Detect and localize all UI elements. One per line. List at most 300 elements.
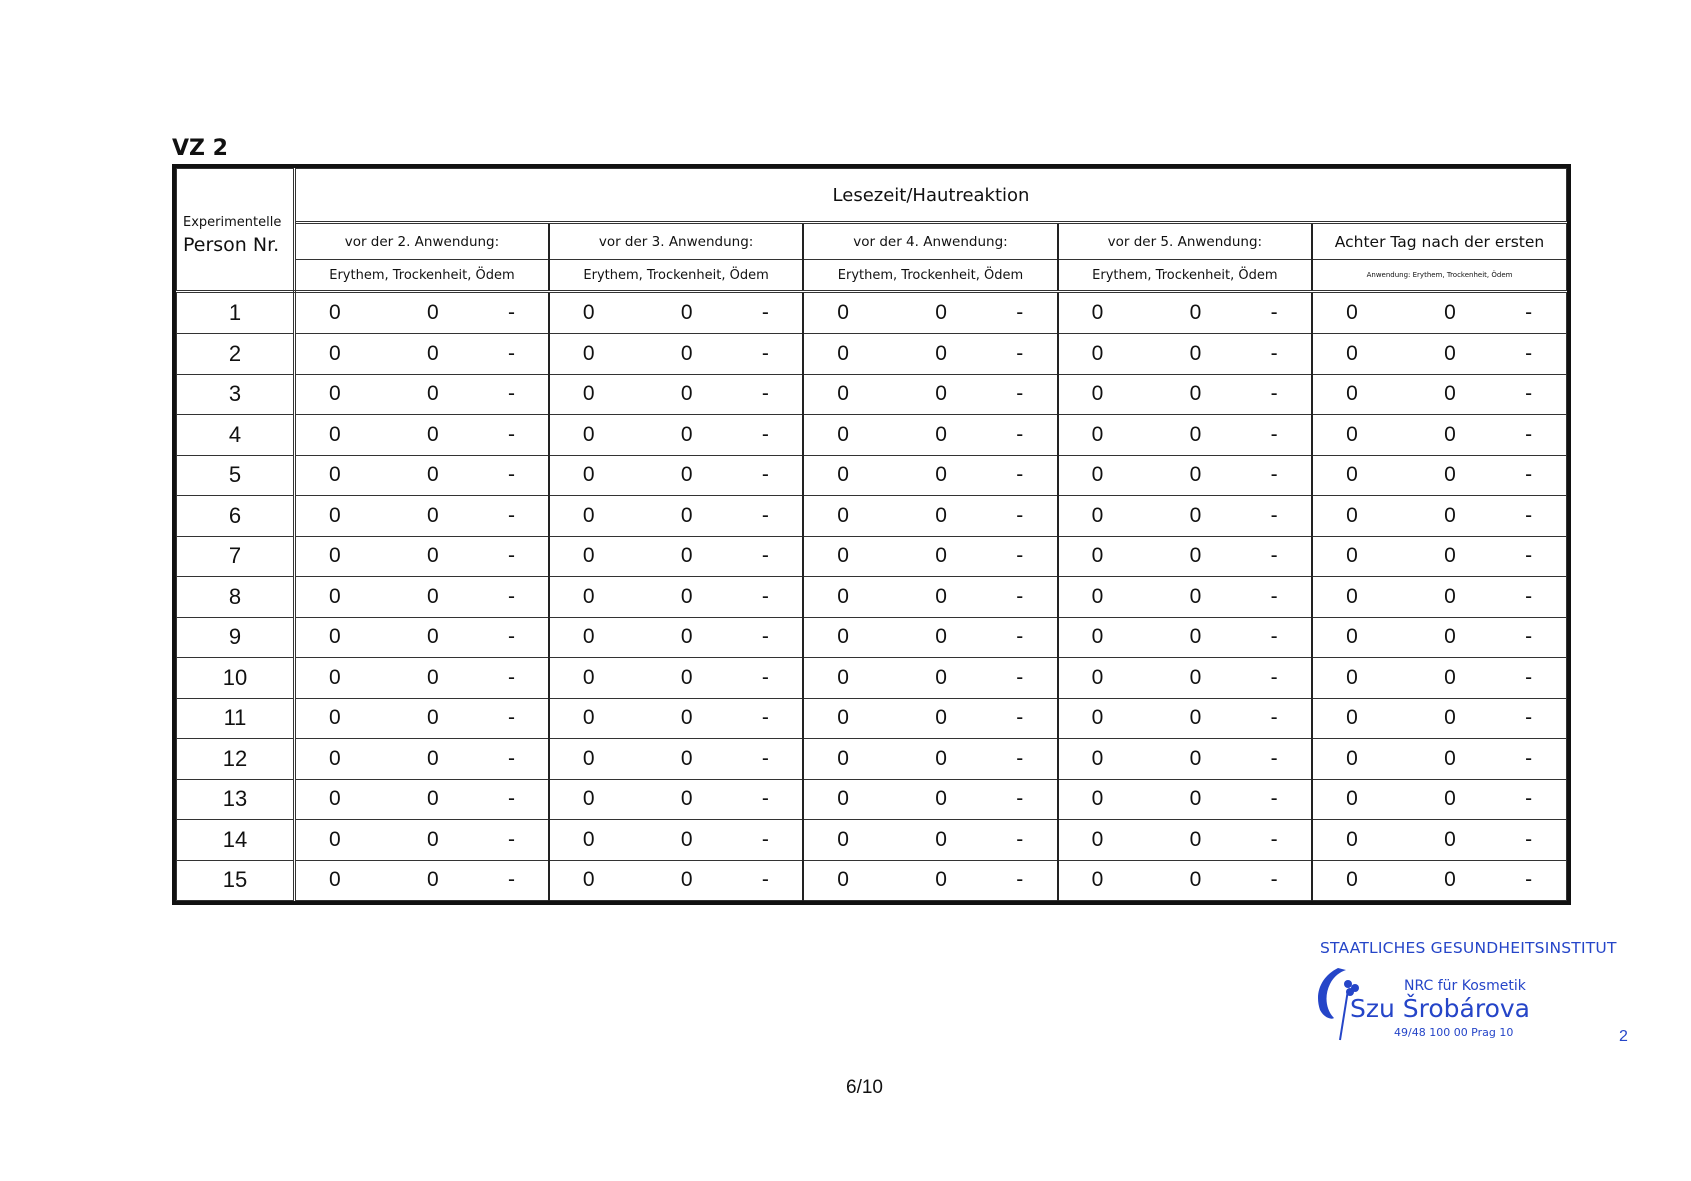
table-row (177, 455, 1567, 496)
trockenheit-value: 0 (935, 625, 947, 649)
table-body (177, 292, 1567, 901)
erythem-value: 0 (582, 787, 595, 811)
erythem-value: 0 (582, 584, 595, 608)
reaction-cell (1058, 698, 1312, 739)
trockenheit-value: 0 (1189, 463, 1202, 487)
trockenheit-value: 0 (935, 382, 947, 406)
reaction-cell (1058, 334, 1312, 375)
trockenheit-value: 0 (427, 341, 439, 365)
reaction-cell (295, 698, 549, 739)
erythem-value: 0 (329, 301, 341, 324)
reaction-cell (803, 779, 1057, 820)
reaction-cell (1312, 292, 1566, 334)
reaction-cell (1312, 658, 1566, 699)
reaction-cell (295, 334, 549, 375)
oedem-value: - (508, 868, 515, 892)
oedem-value: - (1016, 301, 1024, 324)
oedem-value: - (761, 544, 769, 568)
stamp-department: NRC für Kosmetik (1404, 978, 1526, 994)
erythem-value: 0 (1091, 503, 1104, 527)
reaction-cell (803, 334, 1057, 375)
trockenheit-value: 0 (1189, 868, 1202, 892)
group-subtitle-row (177, 260, 1567, 292)
trockenheit-value: 0 (680, 341, 693, 365)
trockenheit-value: 0 (935, 301, 947, 324)
oedem-value: - (761, 827, 769, 851)
oedem-value: - (1270, 787, 1278, 811)
oedem-value: - (761, 503, 769, 527)
erythem-value: 0 (1091, 787, 1104, 811)
erythem-value: 0 (1346, 544, 1358, 568)
oedem-value: - (1525, 422, 1533, 446)
erythem-value: 0 (582, 665, 595, 689)
reaction-cell (1058, 739, 1312, 780)
stamp-name: Szu Šrobárova (1350, 994, 1531, 1023)
oedem-value: - (1016, 746, 1024, 770)
oedem-value: - (508, 544, 515, 568)
erythem-value: 0 (582, 868, 595, 892)
reaction-cell (1058, 577, 1312, 618)
oedem-value: - (1525, 665, 1533, 689)
trockenheit-value: 0 (935, 787, 947, 811)
erythem-value: 0 (1091, 827, 1104, 851)
erythem-value: 0 (329, 584, 341, 608)
trockenheit-value: 0 (1444, 463, 1456, 487)
table-row (177, 577, 1567, 618)
oedem-value: - (1270, 422, 1278, 446)
erythem-value: 0 (837, 827, 849, 851)
reaction-cell (1058, 820, 1312, 861)
reaction-cell (1058, 455, 1312, 496)
person-number: 13 (177, 779, 295, 820)
erythem-value: 0 (582, 341, 595, 365)
oedem-value: - (1016, 422, 1024, 446)
erythem-value: 0 (1346, 868, 1358, 892)
table-row (177, 617, 1567, 658)
reaction-cell (295, 496, 549, 537)
person-number: 12 (177, 739, 295, 780)
erythem-value: 0 (582, 301, 595, 324)
section-label: VZ 2 (172, 136, 228, 161)
reaction-cell (549, 617, 803, 658)
trockenheit-value: 0 (1189, 341, 1202, 365)
reaction-cell (549, 536, 803, 577)
oedem-value: - (1016, 341, 1024, 365)
trockenheit-value: 0 (680, 382, 693, 406)
group-subtitle: Erythem, Trockenheit, Ödem (803, 260, 1057, 292)
trockenheit-value: 0 (680, 746, 693, 770)
institute-stamp (1312, 962, 1542, 1042)
group-subtitle: Erythem, Trockenheit, Ödem (1058, 260, 1312, 292)
trockenheit-value: 0 (1444, 706, 1456, 730)
person-number: 15 (177, 860, 295, 901)
trockenheit-value: 0 (1444, 301, 1456, 324)
oedem-value: - (1270, 301, 1278, 324)
erythem-value: 0 (1091, 584, 1104, 608)
oedem-value: - (1270, 746, 1278, 770)
reaction-cell (295, 577, 549, 618)
reaction-cell (1058, 779, 1312, 820)
erythem-value: 0 (1346, 422, 1358, 446)
reaction-cell (295, 415, 549, 456)
oedem-value: - (761, 706, 769, 730)
erythem-value: 0 (1346, 625, 1358, 649)
reaction-cell (295, 779, 549, 820)
trockenheit-value: 0 (680, 463, 693, 487)
erythem-value: 0 (837, 584, 849, 608)
oedem-value: - (761, 382, 769, 406)
reaction-cell (549, 820, 803, 861)
erythem-value: 0 (329, 463, 341, 487)
person-number: 5 (177, 455, 295, 496)
oedem-value: - (761, 584, 769, 608)
reaction-cell (1312, 536, 1566, 577)
reaction-cell (1312, 779, 1566, 820)
trockenheit-value: 0 (427, 422, 439, 446)
trockenheit-value: 0 (1444, 625, 1456, 649)
table-row (177, 292, 1567, 334)
reaction-cell (295, 658, 549, 699)
person-number: 9 (177, 617, 295, 658)
trockenheit-value: 0 (1444, 746, 1456, 770)
trockenheit-value: 0 (680, 584, 693, 608)
table-row (177, 536, 1567, 577)
trockenheit-value: 0 (1189, 625, 1202, 649)
trockenheit-value: 0 (680, 827, 693, 851)
person-number: 11 (177, 698, 295, 739)
trockenheit-value: 0 (1189, 665, 1202, 689)
oedem-value: - (1525, 827, 1533, 851)
oedem-value: - (1016, 463, 1024, 487)
reaction-cell (803, 577, 1057, 618)
oedem-value: - (508, 382, 515, 406)
trockenheit-value: 0 (935, 827, 947, 851)
reaction-cell (803, 455, 1057, 496)
trockenheit-value: 0 (680, 868, 693, 892)
oedem-value: - (1016, 787, 1024, 811)
erythem-value: 0 (1346, 746, 1358, 770)
trockenheit-value: 0 (1189, 706, 1202, 730)
erythem-value: 0 (1091, 382, 1104, 406)
group-title: Achter Tag nach der ersten (1312, 223, 1566, 260)
oedem-value: - (1525, 301, 1533, 324)
reaction-cell (803, 496, 1057, 537)
table-row (177, 496, 1567, 537)
oedem-value: - (1525, 787, 1533, 811)
trockenheit-value: 0 (935, 584, 947, 608)
oedem-value: - (761, 422, 769, 446)
erythem-value: 0 (837, 665, 849, 689)
erythem-value: 0 (837, 382, 849, 406)
trockenheit-value: 0 (1189, 382, 1202, 406)
reaction-cell (1058, 292, 1312, 334)
reaction-cell (803, 860, 1057, 901)
trockenheit-value: 0 (935, 544, 947, 568)
erythem-value: 0 (582, 463, 595, 487)
erythem-value: 0 (837, 301, 849, 324)
oedem-value: - (1525, 341, 1533, 365)
group-title: vor der 3. Anwendung: (549, 223, 803, 260)
reaction-cell (295, 860, 549, 901)
oedem-value: - (1525, 625, 1533, 649)
oedem-value: - (508, 584, 515, 608)
oedem-value: - (508, 503, 515, 527)
group-subtitle: Erythem, Trockenheit, Ödem (295, 260, 549, 292)
reaction-cell (1312, 698, 1566, 739)
oedem-value: - (508, 341, 515, 365)
trockenheit-value: 0 (427, 665, 439, 689)
group-title: vor der 5. Anwendung: (1058, 223, 1312, 260)
oedem-value: - (1525, 868, 1533, 892)
trockenheit-value: 0 (680, 503, 693, 527)
trockenheit-value: 0 (680, 787, 693, 811)
reaction-cell (295, 374, 549, 415)
trockenheit-value: 0 (1444, 503, 1456, 527)
erythem-value: 0 (837, 422, 849, 446)
person-number: 8 (177, 577, 295, 618)
oedem-value: - (761, 341, 769, 365)
erythem-value: 0 (837, 868, 849, 892)
oedem-value: - (1016, 625, 1024, 649)
person-number: 3 (177, 374, 295, 415)
trockenheit-value: 0 (1189, 422, 1202, 446)
reaction-cell (1312, 860, 1566, 901)
reaction-cell (803, 415, 1057, 456)
oedem-value: - (508, 706, 515, 730)
erythem-value: 0 (582, 422, 595, 446)
reaction-cell (803, 658, 1057, 699)
trockenheit-value: 0 (1189, 584, 1202, 608)
erythem-value: 0 (582, 746, 595, 770)
table-row (177, 820, 1567, 861)
trockenheit-value: 0 (427, 503, 439, 527)
reaction-cell (1058, 496, 1312, 537)
reaction-cell (1058, 415, 1312, 456)
reaction-cell (549, 739, 803, 780)
oedem-value: - (1270, 868, 1278, 892)
reaction-cell (1058, 374, 1312, 415)
reaction-cell (549, 374, 803, 415)
erythem-value: 0 (1091, 301, 1104, 324)
trockenheit-value: 0 (935, 422, 947, 446)
erythem-value: 0 (1346, 827, 1358, 851)
erythem-value: 0 (1091, 341, 1104, 365)
reaction-cell (549, 455, 803, 496)
reaction-cell (803, 739, 1057, 780)
oedem-value: - (508, 422, 515, 446)
erythem-value: 0 (329, 868, 341, 892)
oedem-value: - (1016, 544, 1024, 568)
trockenheit-value: 0 (680, 665, 693, 689)
oedem-value: - (1270, 463, 1278, 487)
table-row (177, 860, 1567, 901)
results-table (176, 168, 1567, 901)
erythem-value: 0 (837, 463, 849, 487)
reaction-cell (1312, 577, 1566, 618)
erythem-value: 0 (837, 746, 849, 770)
results-table-frame (172, 164, 1571, 905)
oedem-value: - (1525, 382, 1533, 406)
oedem-value: - (1016, 382, 1024, 406)
erythem-value: 0 (329, 341, 341, 365)
erythem-value: 0 (1091, 665, 1104, 689)
oedem-value: - (508, 625, 515, 649)
oedem-value: - (1270, 665, 1278, 689)
reaction-cell (803, 292, 1057, 334)
reaction-cell (549, 779, 803, 820)
institute-name: STAATLICHES GESUNDHEITSINSTITUT (1320, 939, 1617, 957)
person-number: 2 (177, 334, 295, 375)
erythem-value: 0 (329, 422, 341, 446)
trockenheit-value: 0 (935, 706, 947, 730)
oedem-value: - (1016, 584, 1024, 608)
trockenheit-value: 0 (1444, 665, 1456, 689)
reaction-cell (549, 658, 803, 699)
table-row (177, 779, 1567, 820)
trockenheit-value: 0 (935, 665, 947, 689)
table-row (177, 374, 1567, 415)
erythem-value: 0 (329, 382, 341, 406)
oedem-value: - (1016, 706, 1024, 730)
person-header-big: Person Nr. (183, 234, 280, 256)
erythem-value: 0 (1346, 301, 1358, 324)
reaction-cell (549, 415, 803, 456)
erythem-value: 0 (1091, 746, 1104, 770)
oedem-value: - (508, 787, 515, 811)
erythem-value: 0 (1346, 787, 1358, 811)
oedem-value: - (761, 868, 769, 892)
oedem-value: - (1016, 827, 1024, 851)
trockenheit-value: 0 (427, 706, 439, 730)
oedem-value: - (508, 301, 515, 324)
trockenheit-value: 0 (1444, 584, 1456, 608)
stamp-address: 49/48 100 00 Prag 10 (1394, 1026, 1514, 1039)
person-number: 6 (177, 496, 295, 537)
erythem-value: 0 (1346, 665, 1358, 689)
reaction-cell (1312, 415, 1566, 456)
reaction-cell (1058, 617, 1312, 658)
reaction-cell (1312, 496, 1566, 537)
reaction-cell (803, 374, 1057, 415)
oedem-value: - (761, 665, 769, 689)
oedem-value: - (1525, 544, 1533, 568)
oedem-value: - (1270, 382, 1278, 406)
stamp-number: 2 (1619, 1028, 1628, 1045)
reaction-cell (295, 536, 549, 577)
oedem-value: - (1270, 503, 1278, 527)
erythem-value: 0 (329, 706, 341, 730)
reaction-cell (549, 698, 803, 739)
person-number: 7 (177, 536, 295, 577)
oedem-value: - (1525, 746, 1533, 770)
erythem-value: 0 (582, 827, 595, 851)
erythem-value: 0 (329, 746, 341, 770)
trockenheit-value: 0 (1189, 787, 1202, 811)
trockenheit-value: 0 (1444, 787, 1456, 811)
oedem-value: - (1016, 868, 1024, 892)
erythem-value: 0 (1091, 463, 1104, 487)
trockenheit-value: 0 (1444, 827, 1456, 851)
trockenheit-value: 0 (935, 463, 947, 487)
oedem-value: - (508, 463, 515, 487)
erythem-value: 0 (837, 544, 849, 568)
trockenheit-value: 0 (427, 301, 439, 324)
reaction-cell (295, 292, 549, 334)
person-number: 1 (177, 292, 295, 334)
trockenheit-value: 0 (427, 544, 439, 568)
reaction-cell (1312, 820, 1566, 861)
erythem-value: 0 (1346, 706, 1358, 730)
reaction-cell (1058, 658, 1312, 699)
oedem-value: - (761, 746, 769, 770)
oedem-value: - (761, 301, 769, 324)
table-row (177, 658, 1567, 699)
trockenheit-value: 0 (1444, 422, 1456, 446)
trockenheit-value: 0 (935, 503, 947, 527)
oedem-value: - (1270, 584, 1278, 608)
erythem-value: 0 (1346, 584, 1358, 608)
reaction-cell (803, 698, 1057, 739)
trockenheit-value: 0 (1189, 301, 1202, 324)
trockenheit-value: 0 (427, 584, 439, 608)
erythem-value: 0 (837, 787, 849, 811)
page-number: 6/10 (846, 1077, 883, 1098)
table-row (177, 739, 1567, 780)
reaction-cell (295, 820, 549, 861)
trockenheit-value: 0 (1189, 827, 1202, 851)
erythem-value: 0 (329, 503, 341, 527)
oedem-value: - (1525, 706, 1533, 730)
person-column-header (177, 169, 295, 292)
table-row (177, 334, 1567, 375)
table-row (177, 698, 1567, 739)
oedem-value: - (761, 463, 769, 487)
oedem-value: - (1270, 544, 1278, 568)
trockenheit-value: 0 (935, 746, 947, 770)
erythem-value: 0 (329, 625, 341, 649)
reaction-cell (295, 617, 549, 658)
reaction-cell (295, 455, 549, 496)
trockenheit-value: 0 (427, 463, 439, 487)
erythem-value: 0 (837, 341, 849, 365)
erythem-value: 0 (329, 827, 341, 851)
group-subtitle: Erythem, Trockenheit, Ödem (549, 260, 803, 292)
reaction-cell (295, 739, 549, 780)
erythem-value: 0 (1346, 503, 1358, 527)
oedem-value: - (508, 665, 515, 689)
oedem-value: - (1270, 827, 1278, 851)
trockenheit-value: 0 (1189, 503, 1202, 527)
oedem-value: - (1016, 503, 1024, 527)
reaction-cell (1312, 455, 1566, 496)
trockenheit-value: 0 (935, 341, 947, 365)
oedem-value: - (508, 827, 515, 851)
oedem-value: - (761, 787, 769, 811)
reaction-cell (549, 860, 803, 901)
group-title-row (177, 223, 1567, 260)
oedem-value: - (508, 746, 515, 770)
erythem-value: 0 (1091, 544, 1104, 568)
oedem-value: - (1016, 665, 1024, 689)
reaction-cell (1312, 374, 1566, 415)
trockenheit-value: 0 (1444, 868, 1456, 892)
trockenheit-value: 0 (1444, 544, 1456, 568)
person-number: 14 (177, 820, 295, 861)
erythem-value: 0 (837, 503, 849, 527)
group-subtitle: Anwendung: Erythem, Trockenheit, Ödem (1312, 260, 1566, 292)
person-header-small: Experimentelle (183, 215, 282, 230)
trockenheit-value: 0 (427, 625, 439, 649)
